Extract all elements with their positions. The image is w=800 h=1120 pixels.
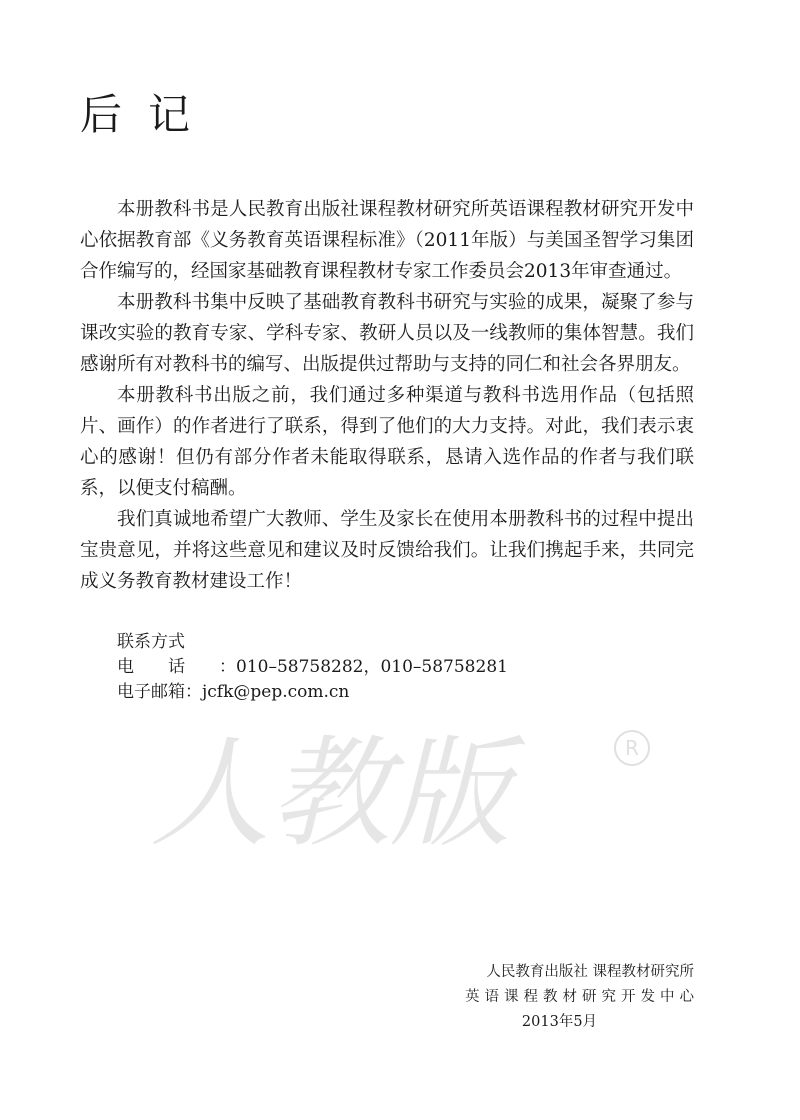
phone-label: 电话 [117, 657, 219, 677]
paragraph-1: 本册教科书是人民教育出版社课程教材研究所英语课程教材研究开发中心依据教育部《义务教育英语课程标准》（2011年版）与美国圣智学习集团合作编写的，经国家基础教育课程教材专家工作委员会2013年审查通过。 [80, 199, 694, 282]
watermark-logo-text: 人教版 [150, 725, 510, 864]
phone-value: ：010–58758282，010–58758281 [219, 657, 508, 677]
svg-text:R: R [625, 736, 639, 760]
email-label: 电子邮箱 [117, 682, 185, 702]
publisher-watermark-logo [150, 710, 670, 870]
contact-heading: 联系方式 [117, 632, 185, 652]
paragraph-3: 本册教科书出版之前，我们通过多种渠道与教科书选用作品（包括照片、画作）的作者进行了联系，得到了他们的大力支持。对此，我们表示衷心的感谢！但仍有部分作者未能取得联系，恳请入选作品的作者与我们联系，以便支付稿酬。 [80, 385, 694, 499]
paragraph-2: 本册教科书集中反映了基础教育教科书研究与实验的成果，凝聚了参与课改实验的教育专家、学科专家、教研人员以及一线教师的集体智慧。我们感谢所有对教科书的编写、出版提供过帮助与支持的同仁和社会各界朋友。 [80, 292, 694, 375]
footer-publisher: 人民教育出版社 课程教材研究所 [486, 964, 694, 980]
contact-email-row [117, 680, 508, 705]
footer-date: 2013年5月 [521, 1014, 598, 1030]
page-title: 后记 [80, 90, 217, 139]
email-value: ：jcfk@pep.com.cn [185, 682, 350, 702]
contact-phone-row [117, 655, 508, 680]
registered-mark-icon [612, 728, 652, 768]
contact-info [117, 630, 508, 705]
afterword-body [80, 194, 694, 597]
publisher-signature [465, 960, 699, 1035]
paragraph-4: 我们真诚地希望广大教师、学生及家长在使用本册教科书的过程中提出宝贵意见，并将这些意见和建议及时反馈给我们。让我们携起手来，共同完成义务教育教材建设工作！ [80, 509, 694, 592]
footer-department: 英语课程教材研究开发中心 [465, 989, 699, 1005]
